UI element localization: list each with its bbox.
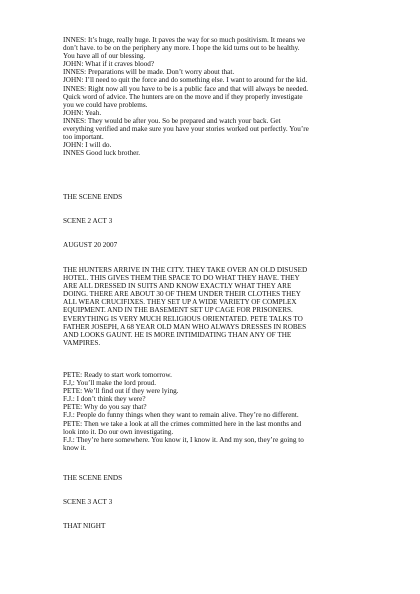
text-line: SCENE 2 ACT 3 [63, 217, 113, 225]
text-line: VAMPIRES. [63, 338, 101, 347]
text-line: INNES: It’s huge, really huge. It paves the way for so much positivism. It means we [63, 36, 306, 44]
text-line: INNES Good luck brother. [63, 149, 141, 158]
text-line: Quick word of advice. The hunters are on the move and if they properly investigate [63, 92, 303, 101]
text-line: F.J.: They’re here somewhere. You know it, I know it. And my son, they’re going to [63, 435, 304, 444]
text-line: JOHN: I will do. [63, 141, 112, 150]
text-line: JOHN: Yeah. [63, 108, 102, 117]
scene-date [63, 241, 363, 249]
text-line: PETE: We’ll find out if they were lying. [63, 387, 179, 396]
text-line: everything verified and make sure you have your stories worked out perfectly. You’re [63, 125, 309, 134]
text-line: INNES: They would be after you. So be prepared and watch your back. Get [63, 116, 281, 125]
text-line: F.J.: I don’t think they were? [63, 395, 146, 404]
text-line: FATHER JOSEPH, A 68 YEAR OLD MAN WHO ALWAYS DRESSES IN ROBES [63, 322, 307, 331]
text-line: THE SCENE ENDS [63, 474, 123, 482]
dialogue-innes-john [63, 36, 363, 157]
scene-heading-2 [63, 217, 363, 225]
text-line: too important. [63, 133, 104, 142]
text-line: F.J,: You’ll make the lord proud. [63, 379, 157, 388]
text-line: JOHN: What if it craves blood? [63, 60, 155, 69]
text-line: HOTEL. THIS GIVES THEM THE SPACE TO DO WHAT THEY HAVE. THEY [63, 274, 300, 283]
text-line: INNES: Right now all you have to be is a public face and that will always be needed. [63, 84, 309, 93]
text-line: DOING. THERE ARE ABOUT 30 OF THEM UNDER THEIR CLOTHES THEY [63, 290, 301, 299]
text-line: EQUIPMENT. AND IN THE BASEMENT SET UP CAGE FOR PRISONERS. [63, 306, 293, 315]
scene-time [63, 522, 363, 530]
text-line: ALL WEAR CRUCIFIXES. THEY SET UP A WIDE VARIETY OF COMPLEX [63, 298, 297, 307]
scene-heading-3 [63, 498, 363, 506]
text-line: THAT NIGHT [63, 522, 106, 530]
text-line: PETE: Then we take a look at all the crimes committed here in the last months and [63, 419, 302, 428]
text-line: AND LOOKS GAUNT. HE IS MORE INTIMIDATING THAN ANY OF THE [63, 330, 292, 339]
text-line: JOHN: I’ll need to quit the force and do something else. I want to around for the kid. [63, 76, 308, 85]
text-line: don’t have. to be on the periphery any more. I hope the kid turns out to be healthy. [63, 44, 300, 53]
text-line: THE HUNTERS ARRIVE IN THE CITY. THEY TAKE OVER AN OLD DISUSED [63, 266, 308, 274]
text-line: look into it. Do our own investigating. [63, 427, 174, 436]
scene-ends-2 [63, 474, 363, 482]
text-line: SCENE 3 ACT 3 [63, 498, 113, 506]
text-line: EVERYTHING IS VERY MUCH RELIGIOUS ORIENTATED. PETE TALKS TO [63, 314, 303, 323]
text-line: PETE: Ready to start work tomorrow. [63, 371, 172, 379]
text-line: F.J.: People do funny things when they want to remain alive. They’re no different. [63, 411, 299, 420]
text-line: know it. [63, 443, 87, 452]
scene-ends-1 [63, 193, 363, 201]
dialogue-pete-fj [63, 371, 363, 452]
text-line: AUGUST 20 2007 [63, 241, 118, 249]
text-line: THE SCENE ENDS [63, 193, 123, 201]
text-line: ARE ALL DRESSED IN SUITS AND KNOW EXACTLY WHAT THEY ARE [63, 282, 292, 291]
text-line: PETE: Why do you say that? [63, 403, 147, 412]
text-line: you we could have problems. [63, 100, 148, 109]
text-line: You have all of our blessing. [63, 52, 146, 61]
text-line: INNES: Preparations will be made. Don’t worry about that. [63, 68, 235, 77]
scene-description [63, 266, 363, 347]
